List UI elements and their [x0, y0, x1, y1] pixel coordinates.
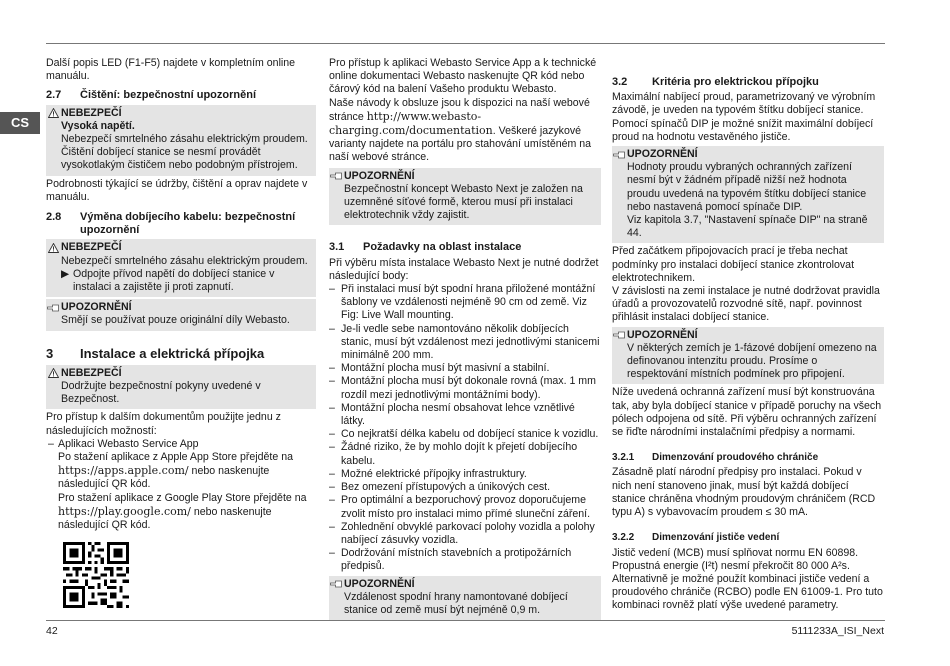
list-item: – Žádné riziko, že by mohlo dojít k přejetí dobíjecího kabelu. — [329, 441, 578, 467]
apple-store-link[interactable]: https://apps.apple.com/ — [58, 464, 189, 478]
protective-devices-paragraph: Níže uvedená ochranná zařízení musí být konstruována tak, aby byla dobíjecí stanice v případě poruchy na všech pólech odpojena od sítě. Při výběru ochranných zařízení se řiďte národními instalačními předpisy a normami. — [612, 386, 882, 439]
country-rules-paragraph: V závislosti na zemi instalace je nutné dodržovat pravidla úřadů a provozovatelů rozvodné sítě, např. povinnost přihlásit instalaci dobíjecí stanice. — [612, 285, 880, 324]
mcb-paragraph: Jistič vedení (MCB) musí splňovat normu EN 60898. Propustná energie (I²t) nesmí překročit 80 000 A²s. Alternativně je možné použít kombinaci jističe vedení a proudového chrániče (RCBO) podle EN 61009-1. Pro tuto kombinaci rovněž platí výše uvedené parametry. — [612, 546, 883, 612]
notice-hand-icon — [612, 331, 626, 339]
danger-box-cable: NEBEZPEČÍ Nebezpečí smrtelného zásahu elektrickým proudem. ▶ Odpojte přívod napětí do dobíjecí stanice v instalaci a zajistěte ji proti zapnutí. — [46, 239, 316, 297]
column-1 — [46, 57, 316, 613]
notice-hand-icon — [46, 304, 60, 312]
list-item: – Montážní plocha nesmí obsahovat lehce vznětlivé látky. — [329, 401, 575, 428]
section-3-2-1-heading: 3.2.1 Dimenzování proudového chrániče — [612, 452, 819, 464]
notice-box-current: UPOZORNĚNÍ Hodnoty proudu vybraných ochranných zařízení nesmí být v žádném případě nižší než hodnota proudu uvedená na typovém štítku dobíjecí stanice nebo nastavená pomocí spínače DIP. Viz kapitola 3.7, "Nastavení spínače DIP" na straně 44. — [612, 146, 884, 243]
documents-access-intro: Pro přístup k dalším dokumentům použijte jednu z následujících možností: — [46, 411, 281, 437]
list-item: – Zohlednění obvyklé parkovací polohy vozidla a polohy nabíjecí zásuvky vozidla. — [329, 520, 595, 546]
document-id: 5111233A_ISI_Next — [791, 625, 884, 637]
warning-triangle-icon — [46, 243, 60, 253]
section-3-1-heading: 3.1 Požadavky na oblast instalace — [329, 241, 522, 254]
manuals-paragraph: Naše návody k obsluze jsou k dispozici na naší webové stránce http://www.webasto-charging.com/documentation. Veškeré jazykové varianty najdete na portálu pro stahování umístěném na naší webové stránce. — [329, 96, 592, 164]
charging-current-paragraph: Maximální nabíjecí proud, parametrizovaný ve výrobním závodě, je uveden na typovém štítku dobíjecí stanice. Pomocí spínačů DIP je možné snížit maximální dobíjecí proud na hodnotu vestavěného jističe. — [612, 91, 876, 143]
led-intro: Další popis LED (F1-F5) najdete v kompletním online manuálu. — [46, 57, 296, 83]
qr-code — [63, 542, 129, 608]
list-item: – Možné elektrické přípojky infrastruktury. — [329, 467, 527, 480]
list-item: – Aplikaci Webasto Service App — [48, 437, 199, 450]
section-2-7-heading: 2.7 Čištění: bezpečnostní upozornění — [46, 89, 257, 102]
list-item: – Pro optimální a bezporuchový provoz doporučujeme zvolit místo pro instalaci mimo přímé sluneční záření. — [329, 494, 591, 520]
top-rule — [46, 43, 885, 44]
notice-box-parts: UPOZORNĚNÍ Smějí se používat pouze originální díly Webasto. — [46, 299, 316, 330]
instruction-step: ▶ Odpojte přívod napětí do dobíjecí stanice v instalaci a zajistěte ji proti zapnutí. — [61, 267, 275, 294]
section-3-2-2-heading: 3.2.2 Dimenzování jističe vedení — [612, 532, 780, 544]
column-2 — [329, 57, 601, 622]
service-app-paragraph: Pro přístup k aplikaci Webasto Service App a k technické online dokumentaci Webasto naskenujte QR kód nebo čárový kód na balení Vašeho produktu Webasto. — [329, 57, 597, 96]
google-play-link[interactable]: https://play.google.com/ — [58, 504, 191, 518]
section-3-2-heading: 3.2 Kritéria pro elektrickou přípojku — [612, 76, 819, 88]
notice-box-grounding: UPOZORNĚNÍ Bezpečnostní koncept Webasto Next je založen na uzemněné síťové formě, kterou musí při instalaci elektrotechnik vždy zajistit. — [329, 168, 601, 226]
warning-triangle-icon — [46, 108, 60, 118]
notice-hand-icon — [329, 580, 343, 588]
documentation-link[interactable]: http://www.webasto-charging.com/documentation — [329, 109, 493, 138]
danger-box-safety: NEBEZPEČÍ Dodržujte bezpečnostní pokyny uvedené v Bezpečnost. — [46, 365, 316, 410]
notice-box-height: UPOZORNĚNÍ Vzdálenost spodní hrany namontované dobíjecí stanice od země musí být nejméně 0,9 m. — [329, 576, 601, 621]
dip-switch-reference[interactable]: Viz kapitola 3.7, "Nastavení spínače DIP" na straně 44. — [627, 214, 868, 240]
list-item: – Montážní plocha musí být dokonale rovná (max. 1 mm rozdíl mezi jednotlivými montážními body). — [329, 375, 596, 401]
column-3 — [612, 72, 884, 613]
requirements-list — [329, 283, 601, 573]
language-tab: CS — [0, 112, 40, 134]
app-store-instructions: Po stažení aplikace z Apple App Store přejděte na https://apps.apple.com/ nebo naskenujte následující QR kód. Pro stažení aplikace z Google Play Store přejděte na https://play.google.com/ nebo naskenujte následující QR kód. — [58, 451, 307, 532]
list-item: – Je-li vedle sebe namontováno několik dobíjecích stanic, musí být vzdálenost mezi jednotlivými stanicemi minimálně 200 mm. — [329, 322, 600, 362]
installation-intro: Při výběru místa instalace Webasto Next je nutné dodržet následující body: — [329, 256, 599, 282]
section-2-8-heading: 2.8 Výměna dobíjecího kabelu: bezpečnostní upozornění — [46, 211, 296, 237]
warning-triangle-icon — [46, 368, 60, 378]
list-item: – Montážní plocha musí být masivní a stabilní. — [329, 362, 550, 375]
notice-box-single-phase: UPOZORNĚNÍ V některých zemích je 1-fázové dobíjení omezeno na definovanou intenzitu proudu. Prosíme o respektování místních podmínek pro připojení. — [612, 327, 884, 385]
rcd-paragraph: Zásadně platí národní předpisy pro instalaci. Pokud v nich není stanoveno jinak, musí být každá dobíjecí stanice chráněna vhodným proudovým chráničem (RCD typu A) s vybavovacím proudem ≤ 30 mA. — [612, 466, 876, 519]
list-item: – Co nejkratší délka kabelu od dobíjecí stanice k vozidlu. — [329, 428, 599, 441]
danger-box-cleaning: NEBEZPEČÍ Vysoká napětí. Nebezpečí smrtelného zásahu elektrickým proudem. Čištění dobíjecí stanice se nesmí provádět vysokotlakým čističem nebo podobným přístrojem. — [46, 105, 316, 176]
arrow-bullet-icon: ▶ — [61, 267, 70, 280]
notice-hand-icon — [612, 151, 626, 159]
section-3-heading: 3 Instalace a elektrická přípojka — [46, 345, 265, 361]
list-item: – Dodržování místních stavebních a protipožárních předpisů. — [329, 547, 572, 573]
list-item: – Bez omezení přístupových a únikových cest. — [329, 481, 551, 494]
maintenance-note: Podrobnosti týkající se údržby, čištění a oprav najdete v manuálu. — [46, 177, 308, 203]
notice-hand-icon — [329, 172, 343, 180]
electrician-check-paragraph: Před začátkem připojovacích prací je třeba nechat podmínky pro instalaci dobíjecí stanice zkontrolovat elektrotechnikem. — [612, 245, 855, 284]
list-item: – Při instalaci musí být spodní hrana přiložené montážní šablony ve vzdálenosti nejméně 90 cm od země. Viz Fig: Live Wall mounting. — [329, 283, 596, 322]
page-number: 42 — [46, 625, 58, 637]
